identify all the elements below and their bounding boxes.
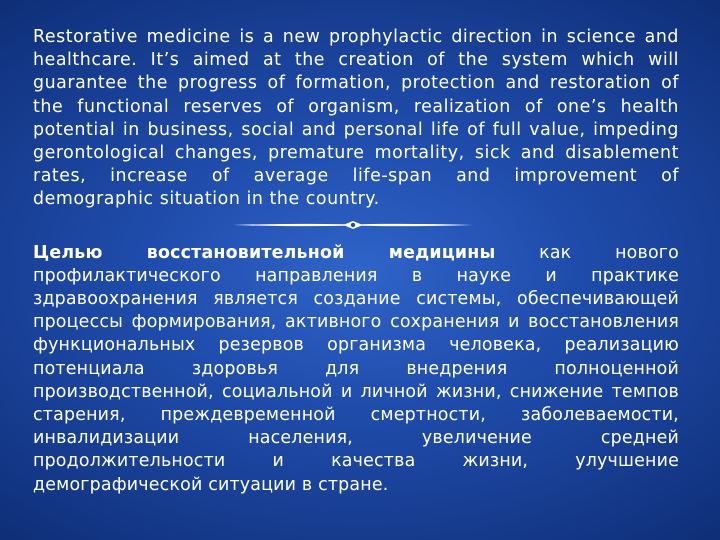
divider-graphic — [233, 218, 473, 232]
russian-paragraph — [33, 242, 679, 497]
russian-paragraph-lead: Целью восстановительной медицины — [33, 242, 496, 263]
ornamental-divider-icon — [33, 218, 679, 232]
russian-paragraph-body: как нового профилактического направления в науке и практике здравоохранения является создание системы, обеспечивающей процессы формирования, активного сохранения и восстановления функциональных резервов организма человека, реализацию потенциала здоровья для внедрения полноценной производственной, социальной и личной жизни, снижение темпов старения, преждевременной смертности, заболеваемости, инвалидизации населения, увеличение средней продолжительности и качества жизни, улучшение демографической ситуации в стране. — [33, 242, 679, 495]
slide-content — [33, 26, 679, 497]
english-paragraph: Restorative medicine is a new prophylactic direction in science and healthcare. It’s aimed at the creation of the system which will guarantee the progress of formation, protection and restoration of the functional reserves of organism, realization of one’s health potential in business, social and personal life of full value, impeding gerontological changes, premature mortality, sick and disablement rates, increase of average life-span and improvement of demographic situation in the country. — [33, 27, 679, 210]
